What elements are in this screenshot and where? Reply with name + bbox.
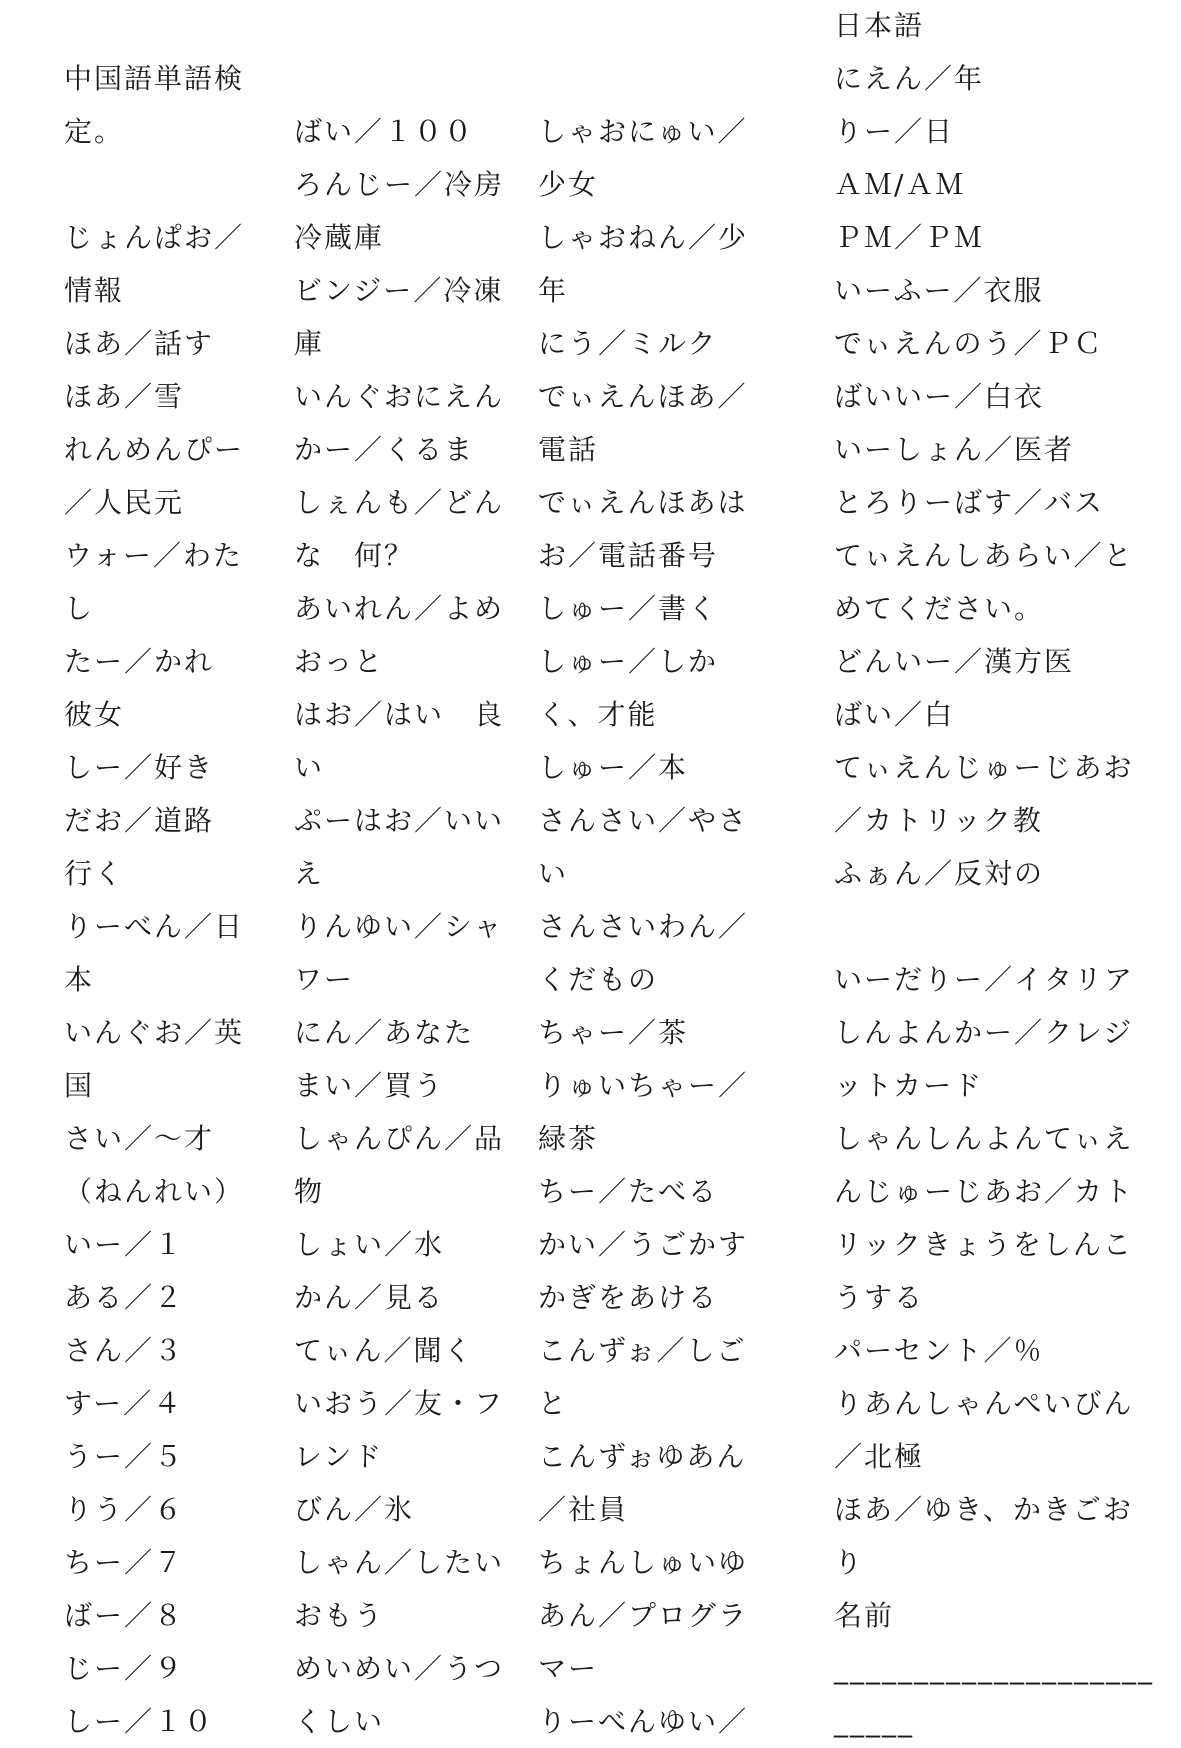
vocab-line: まい／買う [294, 1069, 445, 1102]
vocab-line: すー／４ [64, 1387, 184, 1420]
vocab-line: いーだりー／イタリア [834, 963, 1135, 996]
vocab-line: ＡＭ/ＡＭ [834, 168, 966, 201]
vocab-line: めいめい／うつ [294, 1652, 505, 1685]
vocab-line: ばい／白 [834, 698, 955, 731]
vocab-line: ぷーはお／いい [294, 804, 505, 837]
vocab-line: だお／道路 [64, 804, 215, 837]
vocab-line: しゅー／書く [538, 592, 719, 625]
vocab-line: しゃん／したい [294, 1546, 505, 1579]
vocab-line: かい／うごかす [538, 1228, 749, 1261]
vocab-line: とろりーばす／バス [834, 486, 1105, 519]
vocab-column-4 [834, 0, 1154, 1748]
vocab-line: ／北極 [834, 1440, 925, 1473]
vocab-line: いおう／友・フ [294, 1387, 505, 1420]
vocab-line: な 何？ [294, 539, 415, 572]
vocab-line: し [64, 592, 95, 625]
vocab-line: にえん／年 [834, 62, 985, 95]
vocab-line: 情報 [64, 274, 125, 307]
vocab-line: うする [834, 1281, 925, 1314]
vocab-line: 彼女 [64, 698, 125, 731]
vocab-line: え [294, 857, 325, 890]
vocab-line: ほあ／雪 [64, 380, 185, 413]
vocab-line: しぇんも／どん [294, 486, 505, 519]
vocab-line: りーべんゆい／ [538, 1705, 749, 1738]
vocab-line: かー／くるま [294, 433, 475, 466]
vocab-line: ットカード [834, 1069, 984, 1102]
vocab-line: 国 [64, 1069, 95, 1102]
vocab-line: くだもの [538, 963, 659, 996]
vocab-line: ／社員 [538, 1493, 629, 1526]
vocab-line: ウォー／わた [64, 539, 243, 572]
vocab-line: いー／１ [64, 1228, 185, 1261]
vocab-line: あん／プログラ [538, 1599, 749, 1632]
vocab-line: てぃえんじゅーじあお [834, 751, 1134, 784]
vocab-line: お／電話番号 [538, 539, 719, 572]
vocab-line: 中国語単語検 [64, 62, 245, 95]
vocab-line: ちー／たべる [538, 1175, 719, 1208]
vocab-line: おっと [294, 645, 385, 678]
vocab-line: おもう [294, 1599, 385, 1632]
vocab-line: しゃおにゅい／ [538, 115, 748, 148]
vocab-line: あいれん／よめ [294, 592, 505, 625]
vocab-line: ばー／８ [64, 1599, 185, 1632]
vocab-line: いーふー／衣服 [834, 274, 1044, 307]
vocab-line: い [294, 751, 325, 784]
vocab-line: りあんしゃんぺいびん [834, 1387, 1134, 1420]
vocab-column-2 [294, 105, 504, 1748]
vocab-line: しょい／水 [294, 1228, 445, 1261]
vocab-line: ちょんしゅいゆ [538, 1546, 749, 1579]
vocab-line: 冷蔵庫 [294, 221, 385, 254]
vocab-line: と [538, 1387, 569, 1420]
vocab-line: りーべん／日 [64, 910, 245, 943]
vocab-line: りゅいちゃー／ [538, 1069, 749, 1102]
vocab-line: こんずぉゆあん [538, 1440, 747, 1473]
vocab-line: 日本語 [834, 9, 925, 42]
vocab-line: こんずぉ／しご [538, 1334, 747, 1367]
vocab-line: しゅー／しか [538, 645, 719, 678]
vocab-line: 庫 [294, 327, 325, 360]
vocab-line: ／人民元 [64, 486, 185, 519]
vocab-line: いんぐお／英 [64, 1016, 245, 1049]
vocab-line: ほあ／話す [64, 327, 215, 360]
vocab-line: レンド [294, 1440, 384, 1473]
vocab-line: たー／かれ [64, 645, 215, 678]
vocab-line: ワー [294, 963, 355, 996]
vocab-line: しんよんかー／クレジ [834, 1016, 1134, 1049]
vocab-line: りう／６ [64, 1493, 185, 1526]
vocab-line: 緑茶 [538, 1122, 599, 1155]
vocab-line: しゃんぴん／品 [294, 1122, 505, 1155]
vocab-line: うー／５ [64, 1440, 185, 1473]
vocab-line: り [834, 1546, 865, 1579]
vocab-line: さん／３ [64, 1334, 185, 1367]
vocab-line: _____ [834, 1705, 914, 1738]
vocab-line: く、才能 [538, 698, 658, 731]
vocab-line: にう／ミルク [538, 327, 718, 360]
vocab-line: ほあ／ゆき、かきごお [834, 1493, 1133, 1526]
vocab-line: さい／～才 [64, 1122, 215, 1155]
vocab-line: 電話 [538, 433, 599, 466]
vocab-line: 少女 [538, 168, 599, 201]
vocab-line: ＰＭ／ＰＭ [834, 221, 985, 254]
vocab-line: （ねんれい） [64, 1175, 245, 1208]
vocab-line: しゃんしんよんてぃえ [834, 1122, 1134, 1155]
vocab-column-1 [64, 52, 254, 1748]
vocab-line [834, 900, 1134, 953]
vocab-line: 本 [64, 963, 95, 996]
vocab-line: ちー／７ [64, 1546, 185, 1579]
vocab-line: でぃえんほあは [538, 486, 748, 519]
vocab-line: しゃおねん／少 [538, 221, 749, 254]
vocab-line: パーセント／％ [834, 1334, 1044, 1367]
vocab-line: どんいー／漢方医 [834, 645, 1075, 678]
vocab-line: ろんじー／冷房 [294, 168, 505, 201]
vocab-line: でぃえんほあ／ [538, 380, 748, 413]
vocab-line: いーしょん／医者 [834, 433, 1075, 466]
vocab-line: りー／日 [834, 115, 955, 148]
vocab-line: ある／２ [64, 1281, 185, 1314]
vocab-line: さんさい／やさ [538, 804, 749, 837]
vocab-line: めてください。 [834, 592, 1045, 625]
vocab-line: てぃえんしあらい／と [834, 539, 1134, 572]
vocab-line: 行く [64, 857, 125, 890]
vocab-line: れんめんぴー [64, 433, 245, 466]
vocab-line: でぃえんのう／ＰＣ [834, 327, 1104, 360]
vocab-line: ばい／１００ [294, 115, 475, 148]
vocab-line: 物 [294, 1175, 325, 1208]
vocab-line: にん／あなた [294, 1016, 475, 1049]
vocab-line: 名前 [834, 1599, 895, 1632]
vocab-line: じょんぱお／ [64, 221, 245, 254]
vocab-line: マー [538, 1652, 599, 1685]
vocab-line: ____________________ [834, 1652, 1154, 1685]
vocab-line: りんゆい／シャ [294, 910, 504, 943]
vocab-line: リックきょうをしんこ [834, 1228, 1133, 1261]
vocab-line: てぃん／聞く [294, 1334, 474, 1367]
vocab-line: かぎをあける [538, 1281, 719, 1314]
vocab-line: ばいいー／白衣 [834, 380, 1045, 413]
vocab-line: んじゅーじあお／カト [834, 1175, 1135, 1208]
vocab-line: さんさいわん／ [538, 910, 749, 943]
vocab-line: ちゃー／茶 [538, 1016, 689, 1049]
vocab-line: ／カトリック教 [834, 804, 1043, 837]
vocab-line: い [538, 857, 569, 890]
vocab-line: くしい [294, 1705, 385, 1738]
vocab-line: じー／９ [64, 1652, 185, 1685]
vocab-line: かん／見る [294, 1281, 445, 1314]
vocab-line: はお／はい 良 [294, 698, 505, 731]
vocab-line: しゅー／本 [538, 751, 689, 784]
vocab-line: しー／１０ [64, 1705, 215, 1738]
vocab-column-3 [538, 105, 748, 1748]
vocab-line: ふぁん／反対の [834, 857, 1045, 890]
vocab-line: しー／好き [64, 751, 215, 784]
vocab-line [64, 158, 254, 211]
vocab-line: いんぐおにえん [294, 380, 505, 413]
vocab-line: 年 [538, 274, 569, 307]
vocab-line: 定。 [64, 115, 125, 148]
vocab-line: びん／氷 [294, 1493, 415, 1526]
vocab-line: ビンジー／冷凍 [294, 274, 504, 307]
